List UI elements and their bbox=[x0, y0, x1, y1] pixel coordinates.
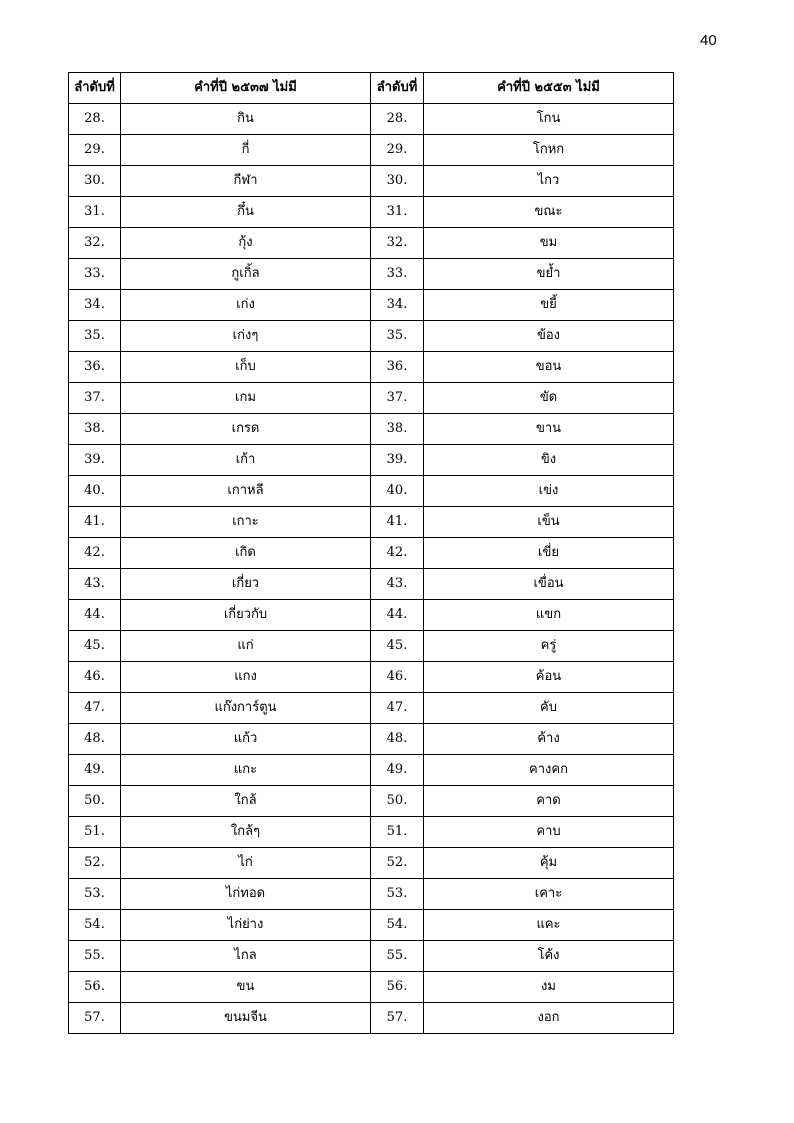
word-2553-cell: ขณะ bbox=[424, 197, 674, 228]
table-row bbox=[69, 228, 674, 259]
order-1-cell: 45. bbox=[69, 631, 121, 662]
word-2537-cell: กิน bbox=[121, 104, 371, 135]
word-2537-cell: แกง bbox=[121, 662, 371, 693]
word-2553-cell: ค้อน bbox=[424, 662, 674, 693]
word-2537-cell: เกาหลี bbox=[121, 476, 371, 507]
order-2-cell: 55. bbox=[371, 941, 424, 972]
order-1-cell: 40. bbox=[69, 476, 121, 507]
table-row bbox=[69, 910, 674, 941]
order-1-cell: 30. bbox=[69, 166, 121, 197]
table-row bbox=[69, 1003, 674, 1034]
table-row bbox=[69, 104, 674, 135]
table-row bbox=[69, 848, 674, 879]
word-2553-cell: ไกว bbox=[424, 166, 674, 197]
word-2553-cell: ค้าง bbox=[424, 724, 674, 755]
table-row bbox=[69, 600, 674, 631]
word-2553-cell: โค้ง bbox=[424, 941, 674, 972]
word-2553-cell: เขี่ย bbox=[424, 538, 674, 569]
table-row bbox=[69, 414, 674, 445]
order-1-cell: 34. bbox=[69, 290, 121, 321]
word-2553-cell: งม bbox=[424, 972, 674, 1003]
order-1-cell: 53. bbox=[69, 879, 121, 910]
table-row bbox=[69, 476, 674, 507]
word-2537-cell: กุ้ง bbox=[121, 228, 371, 259]
order-2-cell: 49. bbox=[371, 755, 424, 786]
word-2553-cell: เข็น bbox=[424, 507, 674, 538]
table-row bbox=[69, 352, 674, 383]
word-2553-cell: ขาน bbox=[424, 414, 674, 445]
order-1-cell: 46. bbox=[69, 662, 121, 693]
table-row bbox=[69, 972, 674, 1003]
order-2-cell: 51. bbox=[371, 817, 424, 848]
word-2553-cell: โกน bbox=[424, 104, 674, 135]
word-2553-cell: คาด bbox=[424, 786, 674, 817]
order-2-cell: 50. bbox=[371, 786, 424, 817]
word-2553-cell: แขก bbox=[424, 600, 674, 631]
order-1-cell: 37. bbox=[69, 383, 121, 414]
table-row bbox=[69, 786, 674, 817]
order-1-cell: 39. bbox=[69, 445, 121, 476]
order-1-cell: 52. bbox=[69, 848, 121, 879]
order-2-cell: 33. bbox=[371, 259, 424, 290]
word-2537-cell: เกาะ bbox=[121, 507, 371, 538]
order-1-cell: 50. bbox=[69, 786, 121, 817]
order-1-cell: 38. bbox=[69, 414, 121, 445]
table-row bbox=[69, 693, 674, 724]
word-2553-cell: ขย้ำ bbox=[424, 259, 674, 290]
order-1-cell: 29. bbox=[69, 135, 121, 166]
table-row bbox=[69, 259, 674, 290]
order-1-cell: 41. bbox=[69, 507, 121, 538]
word-2537-cell: กูเกิ้ล bbox=[121, 259, 371, 290]
word-2537-cell: เก็บ bbox=[121, 352, 371, 383]
word-2537-cell: เก่งๆ bbox=[121, 321, 371, 352]
order-1-cell: 33. bbox=[69, 259, 121, 290]
word-2537-cell: เก้า bbox=[121, 445, 371, 476]
order-2-cell: 31. bbox=[371, 197, 424, 228]
word-2537-cell: เก่ง bbox=[121, 290, 371, 321]
table-row bbox=[69, 879, 674, 910]
order-2-cell: 43. bbox=[371, 569, 424, 600]
order-2-cell: 29. bbox=[371, 135, 424, 166]
order-2-cell: 32. bbox=[371, 228, 424, 259]
word-2553-cell: คุ้ม bbox=[424, 848, 674, 879]
order-1-cell: 55. bbox=[69, 941, 121, 972]
order-1-cell: 31. bbox=[69, 197, 121, 228]
header-order-1: ลำดับที่ bbox=[69, 73, 121, 104]
order-2-cell: 56. bbox=[371, 972, 424, 1003]
order-2-cell: 40. bbox=[371, 476, 424, 507]
word-2553-cell: ขยี้ bbox=[424, 290, 674, 321]
order-2-cell: 54. bbox=[371, 910, 424, 941]
word-2537-cell: กี่ bbox=[121, 135, 371, 166]
order-2-cell: 28. bbox=[371, 104, 424, 135]
word-2537-cell: กึ๋น bbox=[121, 197, 371, 228]
table-row bbox=[69, 724, 674, 755]
order-1-cell: 48. bbox=[69, 724, 121, 755]
table-row bbox=[69, 321, 674, 352]
order-2-cell: 35. bbox=[371, 321, 424, 352]
order-1-cell: 47. bbox=[69, 693, 121, 724]
order-2-cell: 37. bbox=[371, 383, 424, 414]
word-2537-cell: ไก่ bbox=[121, 848, 371, 879]
header-order-2: ลำดับที่ bbox=[371, 73, 424, 104]
table-row bbox=[69, 383, 674, 414]
order-1-cell: 56. bbox=[69, 972, 121, 1003]
order-2-cell: 41. bbox=[371, 507, 424, 538]
word-2537-cell: ไก่ย่าง bbox=[121, 910, 371, 941]
order-1-cell: 32. bbox=[69, 228, 121, 259]
word-2537-cell: เกิด bbox=[121, 538, 371, 569]
word-2537-cell: แก๊งการ์ตูน bbox=[121, 693, 371, 724]
word-2537-cell: เกรด bbox=[121, 414, 371, 445]
order-1-cell: 35. bbox=[69, 321, 121, 352]
order-2-cell: 30. bbox=[371, 166, 424, 197]
order-1-cell: 44. bbox=[69, 600, 121, 631]
word-2553-cell: ข้อง bbox=[424, 321, 674, 352]
order-2-cell: 38. bbox=[371, 414, 424, 445]
table-row bbox=[69, 507, 674, 538]
table-row bbox=[69, 290, 674, 321]
word-2553-cell: งอก bbox=[424, 1003, 674, 1034]
order-2-cell: 39. bbox=[371, 445, 424, 476]
order-1-cell: 57. bbox=[69, 1003, 121, 1034]
word-2553-cell: ขิง bbox=[424, 445, 674, 476]
table-row bbox=[69, 569, 674, 600]
order-2-cell: 45. bbox=[371, 631, 424, 662]
order-1-cell: 51. bbox=[69, 817, 121, 848]
word-2553-cell: เขื่อน bbox=[424, 569, 674, 600]
table-row bbox=[69, 445, 674, 476]
word-2553-cell: คาบ bbox=[424, 817, 674, 848]
order-1-cell: 28. bbox=[69, 104, 121, 135]
word-2553-cell: ขม bbox=[424, 228, 674, 259]
word-2537-cell: ใกล้ bbox=[121, 786, 371, 817]
word-2553-cell: คางคก bbox=[424, 755, 674, 786]
table-header-row bbox=[69, 73, 674, 104]
word-2537-cell: เกม bbox=[121, 383, 371, 414]
word-2553-cell: เข่ง bbox=[424, 476, 674, 507]
header-words-2537: คำที่ปี ๒๕๓๗ ไม่มี bbox=[121, 73, 371, 104]
word-2537-cell: ขน bbox=[121, 972, 371, 1003]
word-2537-cell: ขนมจีน bbox=[121, 1003, 371, 1034]
word-2553-cell: คับ bbox=[424, 693, 674, 724]
word-2537-cell: ไก่ทอด bbox=[121, 879, 371, 910]
table-row bbox=[69, 197, 674, 228]
table-row bbox=[69, 538, 674, 569]
table-row bbox=[69, 941, 674, 972]
table-body bbox=[69, 104, 674, 1034]
table-row bbox=[69, 631, 674, 662]
word-2553-cell: เคาะ bbox=[424, 879, 674, 910]
order-2-cell: 46. bbox=[371, 662, 424, 693]
word-2537-cell: แกะ bbox=[121, 755, 371, 786]
word-2537-cell: เกี่ยว bbox=[121, 569, 371, 600]
order-2-cell: 36. bbox=[371, 352, 424, 383]
order-2-cell: 34. bbox=[371, 290, 424, 321]
word-2537-cell: ใกล้ๆ bbox=[121, 817, 371, 848]
table-row bbox=[69, 166, 674, 197]
word-2537-cell: ไกล bbox=[121, 941, 371, 972]
table-row bbox=[69, 135, 674, 166]
order-1-cell: 42. bbox=[69, 538, 121, 569]
order-1-cell: 43. bbox=[69, 569, 121, 600]
order-2-cell: 44. bbox=[371, 600, 424, 631]
word-2553-cell: ครู่ bbox=[424, 631, 674, 662]
order-2-cell: 52. bbox=[371, 848, 424, 879]
word-2537-cell: เกี่ยวกับ bbox=[121, 600, 371, 631]
word-2553-cell: ขอน bbox=[424, 352, 674, 383]
word-2537-cell: แก่ bbox=[121, 631, 371, 662]
order-2-cell: 57. bbox=[371, 1003, 424, 1034]
table-row bbox=[69, 662, 674, 693]
table-row bbox=[69, 755, 674, 786]
word-2553-cell: โกหก bbox=[424, 135, 674, 166]
order-1-cell: 49. bbox=[69, 755, 121, 786]
word-2553-cell: แคะ bbox=[424, 910, 674, 941]
page-number: 40 bbox=[700, 32, 717, 49]
table-row bbox=[69, 817, 674, 848]
header-words-2553: คำที่ปี ๒๕๕๓ ไม่มี bbox=[424, 73, 674, 104]
order-2-cell: 48. bbox=[371, 724, 424, 755]
order-1-cell: 54. bbox=[69, 910, 121, 941]
order-2-cell: 53. bbox=[371, 879, 424, 910]
order-1-cell: 36. bbox=[69, 352, 121, 383]
word-comparison-table bbox=[68, 72, 674, 1034]
order-2-cell: 42. bbox=[371, 538, 424, 569]
word-2537-cell: แก้ว bbox=[121, 724, 371, 755]
order-2-cell: 47. bbox=[371, 693, 424, 724]
word-2537-cell: กีฬา bbox=[121, 166, 371, 197]
word-2553-cell: ขัด bbox=[424, 383, 674, 414]
